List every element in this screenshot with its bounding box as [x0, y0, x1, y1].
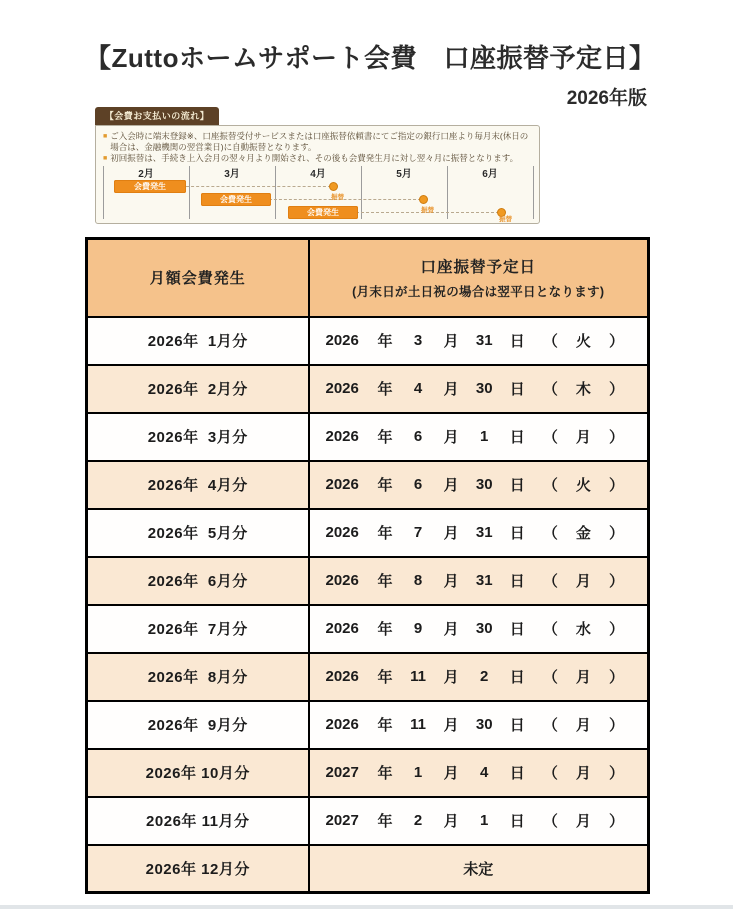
flow-note — [103, 131, 535, 153]
weekday-value: 月 — [575, 813, 591, 830]
header-fee-month-label: 月額会費発生 — [149, 270, 246, 288]
paren-open: （ — [542, 621, 558, 638]
day-unit: 日 — [509, 477, 525, 494]
day-unit: 日 — [509, 429, 525, 446]
year-value: 2026 — [325, 620, 359, 637]
month-unit: 月 — [443, 813, 459, 830]
transfer-date-cell — [309, 701, 649, 749]
transfer-date-cell — [309, 317, 649, 365]
table-row — [87, 605, 649, 653]
month-value: 6 — [413, 428, 423, 445]
weekday-value: 火 — [575, 333, 591, 350]
paren-open: （ — [542, 429, 558, 446]
fee-month-cell: 2026年 1月分 — [87, 317, 309, 365]
payment-flow-figure — [95, 107, 542, 225]
month-unit: 月 — [443, 381, 459, 398]
month-unit: 月 — [443, 765, 459, 782]
timeline-month-label: 6月 — [482, 169, 498, 180]
fee-month-cell: 2026年 11月分 — [87, 797, 309, 845]
table-row — [87, 317, 649, 365]
month-unit: 月 — [443, 429, 459, 446]
year-unit: 年 — [377, 429, 393, 446]
month-value: 3 — [413, 332, 423, 349]
year-unit: 年 — [377, 477, 393, 494]
fee-month-cell: 2026年 10月分 — [87, 749, 309, 797]
day-unit: 日 — [509, 381, 525, 398]
day-unit: 日 — [509, 813, 525, 830]
day-value: 2 — [480, 668, 489, 685]
weekday-value: 月 — [575, 429, 591, 446]
paren-close: ） — [608, 765, 624, 782]
fee-occurrence-bar: 会費発生 — [114, 180, 186, 193]
day-unit: 日 — [509, 573, 525, 590]
year-value: 2026 — [325, 332, 359, 349]
day-unit: 日 — [509, 717, 525, 734]
transfer-date-cell — [309, 749, 649, 797]
transfer-dot-icon — [329, 182, 338, 191]
flow-note — [103, 153, 535, 164]
weekday-value: 月 — [575, 669, 591, 686]
paren-close: ） — [608, 813, 624, 830]
fee-month-cell: 2026年 8月分 — [87, 653, 309, 701]
transfer-date-cell — [309, 557, 649, 605]
timeline-month-label: 4月 — [310, 169, 326, 180]
paren-close: ） — [608, 477, 624, 494]
paren-open: （ — [542, 525, 558, 542]
paren-open: （ — [542, 573, 558, 590]
paren-close: ） — [608, 717, 624, 734]
day-unit: 日 — [509, 525, 525, 542]
flow-notes — [103, 131, 535, 165]
month-value: 8 — [413, 572, 423, 589]
day-value: 1 — [480, 428, 489, 445]
table-row — [87, 413, 649, 461]
month-unit: 月 — [443, 717, 459, 734]
transfer-dot-label: 振替 — [331, 194, 344, 201]
flow-note-text: ご入会時に端末登録※、口座振替受付サービスまたは口座振替依頼書にてご指定の銀行口座より毎月末(休日の場合は、金融機関の翌営業日)に自動振替となります。 — [110, 131, 529, 153]
day-value: 31 — [475, 524, 493, 541]
table-row — [87, 797, 649, 845]
year-value: 2026 — [325, 428, 359, 445]
header-fee-month — [87, 239, 309, 317]
paren-open: （ — [542, 813, 558, 830]
day-value: 30 — [475, 476, 493, 493]
paren-close: ） — [608, 621, 624, 638]
paren-close: ） — [608, 573, 624, 590]
timeline-month-label: 2月 — [138, 169, 154, 180]
month-unit: 月 — [443, 669, 459, 686]
transfer-schedule-table — [85, 237, 650, 894]
paren-close: ） — [608, 381, 624, 398]
paren-open: （ — [542, 333, 558, 350]
table-row — [87, 653, 649, 701]
year-unit: 年 — [377, 525, 393, 542]
paren-open: （ — [542, 477, 558, 494]
transfer-date-cell — [309, 413, 649, 461]
month-value: 1 — [413, 764, 423, 781]
year-unit: 年 — [377, 333, 393, 350]
day-unit: 日 — [509, 669, 525, 686]
day-value: 31 — [475, 572, 493, 589]
year-unit: 年 — [377, 813, 393, 830]
day-value: 30 — [475, 716, 493, 733]
page-subtitle: 2026年版 — [566, 88, 647, 109]
weekday-value: 月 — [575, 573, 591, 590]
month-unit: 月 — [443, 573, 459, 590]
day-value: 30 — [475, 380, 493, 397]
day-value: 1 — [480, 812, 489, 829]
year-value: 2026 — [325, 716, 359, 733]
year-unit: 年 — [377, 381, 393, 398]
table-row — [87, 557, 649, 605]
paren-open: （ — [542, 717, 558, 734]
weekday-value: 月 — [575, 765, 591, 782]
square-bullet-icon: ■ — [103, 133, 108, 140]
year-value: 2026 — [325, 572, 359, 589]
table-row — [87, 509, 649, 557]
fee-month-cell: 2026年 5月分 — [87, 509, 309, 557]
transfer-date-cell — [309, 605, 649, 653]
fee-month-cell: 2026年 4月分 — [87, 461, 309, 509]
paren-close: ） — [608, 333, 624, 350]
month-unit: 月 — [443, 621, 459, 638]
year-value: 2027 — [325, 812, 359, 829]
day-unit: 日 — [509, 621, 525, 638]
weekday-value: 月 — [575, 717, 591, 734]
year-unit: 年 — [377, 669, 393, 686]
year-unit: 年 — [377, 765, 393, 782]
header-transfer-date-note: (月末日が土日祝の場合は翌平日となります) — [352, 285, 605, 300]
weekday-value: 金 — [575, 525, 591, 542]
weekday-value: 木 — [575, 381, 591, 398]
year-value: 2026 — [325, 668, 359, 685]
year-value: 2026 — [325, 524, 359, 541]
paren-close: ） — [608, 525, 624, 542]
month-value: 7 — [413, 524, 423, 541]
weekday-value: 火 — [575, 477, 591, 494]
table-row — [87, 701, 649, 749]
fee-month-cell: 2026年 12月分 — [87, 845, 309, 893]
header-transfer-date-label: 口座振替予定日 — [420, 259, 536, 277]
paren-open: （ — [542, 765, 558, 782]
day-unit: 日 — [509, 333, 525, 350]
flow-tab-heading: 【会費お支払いの流れ】 — [95, 107, 219, 125]
fee-month-cell: 2026年 7月分 — [87, 605, 309, 653]
fee-month-cell: 2026年 3月分 — [87, 413, 309, 461]
header-transfer-date — [309, 239, 649, 317]
table-row — [87, 845, 649, 893]
fee-month-cell: 2026年 9月分 — [87, 701, 309, 749]
title-block — [85, 38, 656, 110]
paren-close: ） — [608, 429, 624, 446]
month-value: 9 — [413, 620, 423, 637]
table-row — [87, 365, 649, 413]
timeline-separator — [533, 166, 534, 219]
month-value: 4 — [413, 380, 423, 397]
transfer-dot-label: 振替 — [499, 216, 512, 223]
transfer-date-cell — [309, 461, 649, 509]
fee-month-cell: 2026年 2月分 — [87, 365, 309, 413]
month-unit: 月 — [443, 477, 459, 494]
fee-month-cell: 2026年 6月分 — [87, 557, 309, 605]
flow-timeline — [103, 164, 534, 221]
year-unit: 年 — [377, 621, 393, 638]
month-value: 11 — [410, 716, 426, 733]
paren-open: （ — [542, 669, 558, 686]
paren-close: ） — [608, 669, 624, 686]
timeline-month-label: 3月 — [224, 169, 240, 180]
month-value: 2 — [413, 812, 423, 829]
table-row — [87, 461, 649, 509]
transfer-date-cell — [309, 653, 649, 701]
transfer-date-cell — [309, 509, 649, 557]
page-bottom-strip — [0, 905, 733, 909]
transfer-dot-icon — [419, 195, 428, 204]
day-value: 31 — [475, 332, 493, 349]
transfer-date-cell — [309, 365, 649, 413]
transfer-dot-label: 振替 — [421, 207, 434, 214]
year-value: 2026 — [325, 476, 359, 493]
square-bullet-icon: ■ — [103, 155, 108, 163]
day-unit: 日 — [509, 765, 525, 782]
timeline-month-label: 5月 — [396, 169, 412, 180]
flow-note-text: 初回振替は、手続き上入会月の翌々月より開始され、その後も会費発生月に対し翌々月に振替となります。 — [110, 153, 519, 164]
year-unit: 年 — [377, 573, 393, 590]
paren-open: （ — [542, 381, 558, 398]
transfer-connector-line — [269, 199, 421, 200]
year-unit: 年 — [377, 717, 393, 734]
day-value: 30 — [475, 620, 493, 637]
month-value: 6 — [413, 476, 423, 493]
month-unit: 月 — [443, 333, 459, 350]
weekday-value: 水 — [575, 621, 591, 638]
month-value: 11 — [410, 668, 426, 685]
flow-box — [95, 125, 540, 224]
transfer-date-cell: 未定 — [309, 845, 649, 893]
year-value: 2026 — [325, 380, 359, 397]
fee-occurrence-bar: 会費発生 — [201, 193, 271, 206]
month-unit: 月 — [443, 525, 459, 542]
transfer-connector-line — [186, 186, 331, 187]
table-header-row — [87, 239, 649, 317]
year-value: 2027 — [325, 764, 359, 781]
page-title: 【Zuttoホームサポート会費 口座振替予定日】 — [85, 43, 656, 73]
transfer-date-cell — [309, 797, 649, 845]
table-row — [87, 749, 649, 797]
fee-occurrence-bar: 会費発生 — [288, 206, 358, 219]
day-value: 4 — [480, 764, 489, 781]
